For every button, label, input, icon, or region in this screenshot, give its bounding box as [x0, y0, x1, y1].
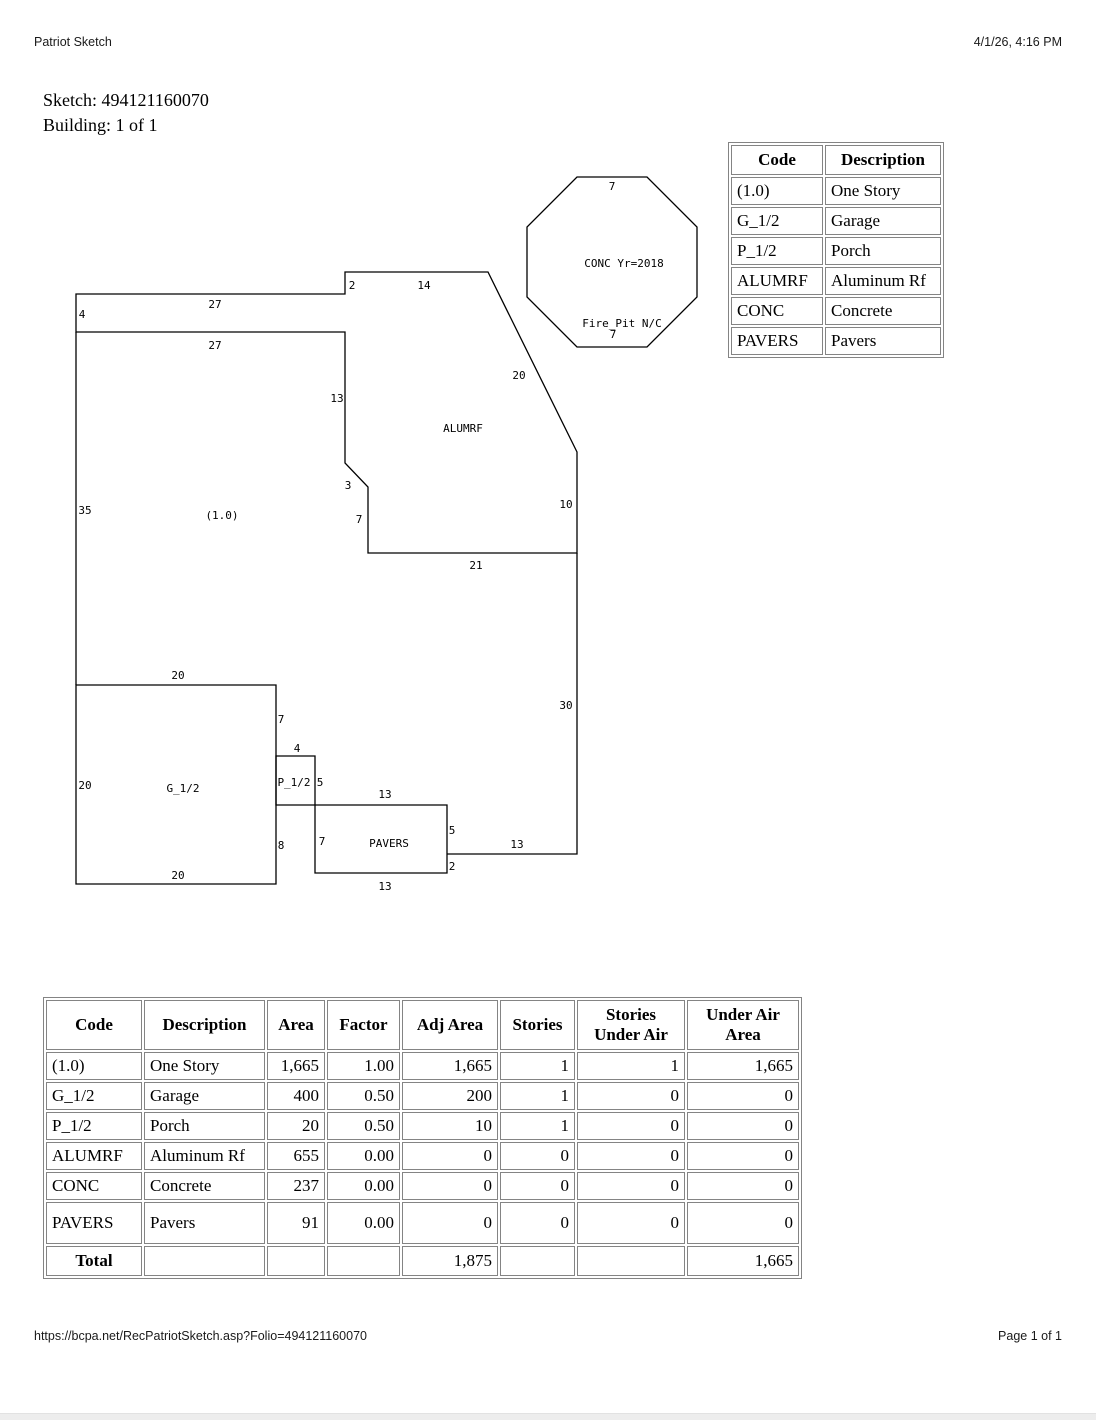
summary-cell-stories: 1 — [500, 1052, 575, 1080]
sketch-dimension-label: PAVERS — [369, 837, 409, 850]
summary-cell-area: 20 — [267, 1112, 325, 1140]
legend-code-cell: (1.0) — [731, 177, 823, 205]
summary-total-cell — [144, 1246, 265, 1276]
summary-header-cell: Factor — [327, 1000, 400, 1050]
sketch-dimension-label: 27 — [208, 298, 222, 311]
legend-row — [731, 327, 941, 355]
summary-cell-factor: 0.00 — [327, 1202, 400, 1244]
print-header — [34, 35, 1062, 49]
summary-cell-code: CONC — [46, 1172, 142, 1200]
summary-cell-description: Concrete — [144, 1172, 265, 1200]
summary-header-cell: Code — [46, 1000, 142, 1050]
garage-rect — [76, 685, 276, 884]
legend-body — [731, 177, 941, 355]
sketch-dimension-label: 10 — [559, 498, 573, 511]
legend-code-cell: G_1/2 — [731, 207, 823, 235]
sketch-dimension-label: 2 — [348, 279, 356, 292]
summary-cell-stories: 0 — [500, 1172, 575, 1200]
print-header-datetime: 4/1/26, 4:16 PM — [973, 35, 1062, 49]
summary-cell-stories: 0 — [500, 1142, 575, 1170]
pavers-rect — [315, 805, 447, 873]
summary-cell-under-air-area: 0 — [687, 1112, 799, 1140]
summary-cell-stories-under-air: 0 — [577, 1082, 685, 1110]
summary-cell-code: G_1/2 — [46, 1082, 142, 1110]
sketch-dimension-label: 35 — [78, 504, 92, 517]
summary-cell-factor: 0.00 — [327, 1172, 400, 1200]
sketch-dimension-label: 20 — [78, 779, 92, 792]
legend-description-cell: Aluminum Rf — [825, 267, 941, 295]
summary-total-row — [46, 1246, 799, 1276]
sketch-dimension-label: 14 — [417, 279, 431, 292]
sketch-dimension-label: 3 — [344, 479, 352, 492]
summary-cell-code: ALUMRF — [46, 1142, 142, 1170]
summary-header — [46, 1000, 799, 1050]
sketch-dimension-label: 7 — [318, 835, 326, 848]
summary-cell-under-air-area: 0 — [687, 1202, 799, 1244]
sketch-dimension-label: 20 — [171, 869, 185, 882]
summary-cell-stories: 1 — [500, 1112, 575, 1140]
legend-header-cell: Description — [825, 145, 941, 175]
summary-cell-area: 400 — [267, 1082, 325, 1110]
legend-header — [731, 145, 941, 175]
summary-cell-factor: 0.50 — [327, 1112, 400, 1140]
legend-row — [731, 267, 941, 295]
legend-description-cell: Porch — [825, 237, 941, 265]
sketch-dimension-label: Fire_Pit N/C — [582, 317, 662, 330]
summary-cell-code: P_1/2 — [46, 1112, 142, 1140]
summary-cell-stories-under-air: 0 — [577, 1142, 685, 1170]
summary-cell-stories-under-air: 0 — [577, 1202, 685, 1244]
porch-rect — [276, 756, 315, 805]
one-story-right-and-bottom — [447, 553, 577, 854]
summary-row — [46, 1082, 799, 1110]
summary-cell-stories-under-air: 0 — [577, 1172, 685, 1200]
sketch-dimension-label: (1.0) — [205, 509, 239, 522]
sketch-dimension-label: 8 — [277, 839, 285, 852]
title-block — [43, 88, 209, 138]
legend-header-row — [731, 145, 941, 175]
summary-cell-under-air-area: 0 — [687, 1142, 799, 1170]
print-footer — [34, 1329, 1062, 1343]
legend-description-cell: Pavers — [825, 327, 941, 355]
sketch-dimension-label: 13 — [378, 880, 392, 893]
sketch-dimension-label: 7 — [608, 180, 616, 193]
sketch-dimension-label: 7 — [609, 328, 617, 341]
summary-cell-factor: 0.50 — [327, 1082, 400, 1110]
sketch-dimension-label: 4 — [78, 308, 86, 321]
summary-cell-area: 237 — [267, 1172, 325, 1200]
conc-octagon — [527, 177, 697, 347]
sketch-dimension-label: 20 — [512, 369, 526, 382]
summary-header-cell: Description — [144, 1000, 265, 1050]
summary-header-cell: Stories — [500, 1000, 575, 1050]
summary-header-cell: Area — [267, 1000, 325, 1050]
summary-total-cell: 1,875 — [402, 1246, 498, 1276]
sketch-dimension-label: 7 — [355, 513, 363, 526]
sketch-dimension-label: 13 — [510, 838, 524, 851]
alumrf-outline — [76, 272, 577, 553]
summary-cell-code: PAVERS — [46, 1202, 142, 1244]
summary-total-cell — [267, 1246, 325, 1276]
summary-cell-factor: 0.00 — [327, 1142, 400, 1170]
summary-cell-description: One Story — [144, 1052, 265, 1080]
summary-total-cell — [327, 1246, 400, 1276]
sketch-dimension-label: 20 — [171, 669, 185, 682]
sketch-dimension-label: 13 — [378, 788, 392, 801]
legend-table — [728, 142, 944, 358]
summary-cell-under-air-area: 0 — [687, 1172, 799, 1200]
sketch-dimension-label: 7 — [277, 713, 285, 726]
summary-cell-adj-area: 10 — [402, 1112, 498, 1140]
summary-cell-under-air-area: 0 — [687, 1082, 799, 1110]
sketch-dimension-label: P_1/2 — [277, 776, 311, 789]
summary-row — [46, 1202, 799, 1244]
legend-code-cell: ALUMRF — [731, 267, 823, 295]
legend-row — [731, 297, 941, 325]
legend-row — [731, 207, 941, 235]
summary-header-row — [46, 1000, 799, 1050]
summary-cell-description: Porch — [144, 1112, 265, 1140]
summary-total-cell: 1,665 — [687, 1246, 799, 1276]
sketch-dimension-label: 4 — [293, 742, 301, 755]
summary-cell-stories-under-air: 0 — [577, 1112, 685, 1140]
legend-row — [731, 237, 941, 265]
summary-row — [46, 1172, 799, 1200]
legend-header-cell: Code — [731, 145, 823, 175]
summary-cell-description: Aluminum Rf — [144, 1142, 265, 1170]
sketch-dimension-label: G_1/2 — [166, 782, 200, 795]
summary-cell-stories: 1 — [500, 1082, 575, 1110]
legend-code-cell: PAVERS — [731, 327, 823, 355]
summary-cell-code: (1.0) — [46, 1052, 142, 1080]
sketch-dimension-label: 21 — [469, 559, 483, 572]
sketch-dimension-label: 5 — [316, 776, 324, 789]
print-footer-page-number: Page 1 of 1 — [998, 1329, 1062, 1343]
summary-cell-stories: 0 — [500, 1202, 575, 1244]
viewport-bottom-bar — [0, 1413, 1096, 1420]
summary-cell-description: Pavers — [144, 1202, 265, 1244]
sketch-id-line: Sketch: 494121160070 — [43, 90, 209, 110]
summary-cell-under-air-area: 1,665 — [687, 1052, 799, 1080]
sketch-dimension-label: 30 — [559, 699, 573, 712]
area-summary-table — [43, 997, 802, 1279]
sketch-dimension-label: 2 — [448, 860, 456, 873]
summary-cell-area: 91 — [267, 1202, 325, 1244]
summary-cell-adj-area: 1,665 — [402, 1052, 498, 1080]
summary-cell-adj-area: 0 — [402, 1202, 498, 1244]
summary-cell-stories-under-air: 1 — [577, 1052, 685, 1080]
summary-row — [46, 1142, 799, 1170]
legend-row — [731, 177, 941, 205]
print-header-title: Patriot Sketch — [34, 35, 112, 49]
summary-cell-area: 655 — [267, 1142, 325, 1170]
summary-total-cell — [577, 1246, 685, 1276]
summary-total-label: Total — [46, 1246, 142, 1276]
summary-row — [46, 1112, 799, 1140]
summary-total-cell — [500, 1246, 575, 1276]
summary-body — [46, 1052, 799, 1276]
summary-cell-factor: 1.00 — [327, 1052, 400, 1080]
sketch-dimension-label: 13 — [330, 392, 344, 405]
sketch-dimension-label: 5 — [448, 824, 456, 837]
summary-cell-area: 1,665 — [267, 1052, 325, 1080]
summary-header-cell: Adj Area — [402, 1000, 498, 1050]
sketch-dimension-label: ALUMRF — [443, 422, 483, 435]
legend-code-cell: CONC — [731, 297, 823, 325]
building-count-line: Building: 1 of 1 — [43, 115, 158, 135]
summary-cell-description: Garage — [144, 1082, 265, 1110]
legend-code-cell: P_1/2 — [731, 237, 823, 265]
summary-header-cell: Under Air Area — [687, 1000, 799, 1050]
print-footer-url: https://bcpa.net/RecPatriotSketch.asp?Folio=494121160070 — [34, 1329, 367, 1343]
sketch-dimension-label: 27 — [208, 339, 222, 352]
summary-row — [46, 1052, 799, 1080]
summary-header-cell: Stories Under Air — [577, 1000, 685, 1050]
sketch-dimension-label: CONC Yr=2018 — [584, 257, 664, 270]
legend-description-cell: Concrete — [825, 297, 941, 325]
summary-cell-adj-area: 200 — [402, 1082, 498, 1110]
legend-description-cell: Garage — [825, 207, 941, 235]
legend-description-cell: One Story — [825, 177, 941, 205]
summary-cell-adj-area: 0 — [402, 1172, 498, 1200]
summary-cell-adj-area: 0 — [402, 1142, 498, 1170]
